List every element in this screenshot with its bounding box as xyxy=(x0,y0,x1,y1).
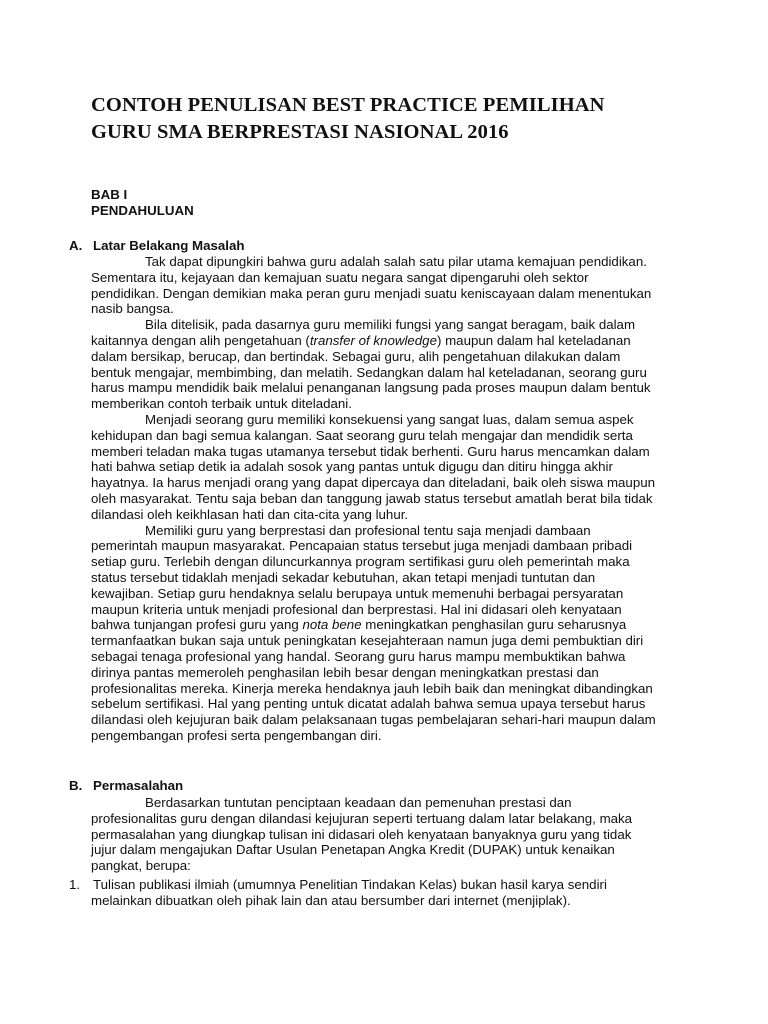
list-item-content xyxy=(91,877,701,909)
paragraph-line: dalam bersikap, berucap, dan bertindak. Sebagai guru, alih pengetahuan dilakukan dalam xyxy=(91,348,621,364)
paragraph-line: jujur dalam mengajukan Daftar Usulan Penetapan Angka Kredit (DUPAK) untuk kenaikan xyxy=(91,842,615,858)
paragraph-line: dilandasi oleh kejujuran baik dalam pelaksanaan tugas pembelajaran sehari-hari maupun dalam xyxy=(91,712,656,728)
paragraph-line: profesionalitas guru dengan dilandasi kejujuran seperti tertuang dalam latar belakang, maka xyxy=(91,810,633,826)
italic-term: transfer of knowledge xyxy=(309,332,437,348)
paragraph-line: pengembangan profesi serta pengembangan diri. xyxy=(91,727,382,743)
italic-term: nota bene xyxy=(302,617,362,633)
paragraph-line: status tersebut tidaklah menjadi sekadar kebutuhan, akan tetapi menjadi tuntutan dan xyxy=(91,569,596,585)
paragraph-line: memberikan contoh terbaik untuk diteladani. xyxy=(91,396,352,412)
paragraph-line: pangkat, berupa: xyxy=(91,858,191,874)
paragraph-line: Menjadi seorang guru memiliki konsekuensi yang sangat luas, dalam semua aspek xyxy=(145,411,634,427)
title-line-1: CONTOH PENULISAN BEST PRACTICE PEMILIHAN xyxy=(91,94,605,116)
text-segment: meningkatkan penghasilan guru seharusnya xyxy=(361,617,627,633)
section-a-title: Latar Belakang Masalah xyxy=(93,238,245,253)
text-segment: kaitannya dengan alih pengetahuan ( xyxy=(91,332,310,348)
section-b-letter: B. xyxy=(69,778,83,793)
chapter-title: PENDAHULUAN xyxy=(91,203,194,218)
paragraph-line: pendidikan. Dengan demikian maka peran guru menjadi suatu keniscayaan dalam menentukan xyxy=(91,285,652,301)
section-b-body xyxy=(91,795,691,874)
paragraph-line: kehidupan dan bagi semua kalangan. Saat seorang guru telah mengajar dan mendidik serta xyxy=(91,427,633,443)
section-a-body xyxy=(91,254,691,744)
text-segment: ) maupun dalam hal keteladanan xyxy=(436,332,631,348)
paragraph-line-with-italic xyxy=(91,333,691,349)
paragraph-line: nasib bangsa. xyxy=(91,301,174,317)
paragraph-line: memberi teladan maka tugas utamanya tersebut tidak berhenti. Guru harus mencamkan dalam xyxy=(91,443,650,459)
paragraph-line: Tak dapat dipungkiri bahwa guru adalah salah satu pilar utama kemajuan pendidikan. xyxy=(145,254,647,269)
paragraph-line: hati bahwa setiap detik ia adalah sosok yang pantas untuk digugu dan ditiru hingga akhir xyxy=(91,459,613,475)
paragraph-line: Memiliki guru yang berprestasi dan profesional tentu saja menjadi dambaan xyxy=(145,522,591,538)
paragraph-line: setiap guru. Terlebih dengan diluncurkannya program sertifikasi guru oleh pemerintah maka xyxy=(91,554,630,570)
paragraph-line: dilandasi oleh keikhlasan hati dan cita-cita yang luhur. xyxy=(91,506,409,522)
paragraph-line: maupun kriteria untuk menjadi profesional dan berprestasi. Hal ini didasari oleh kenyataan xyxy=(91,601,622,617)
paragraph-line: oleh masyarakat. Tentu saja beban dan tanggung jawab status tersebut amatlah berat bila tidak xyxy=(91,490,653,506)
text-segment: bahwa tunjangan profesi guru yang xyxy=(91,617,303,633)
paragraph-line: bentuk mengajar, membimbing, dan melatih. Sedangkan dalam hal keteladanan, seorang guru xyxy=(91,364,647,380)
paragraph-line: termanfaatkan bukan saja untuk peningkatan kesejahteraan namun juga demi pembuktian diri xyxy=(91,633,644,649)
title-line-2: GURU SMA BERPRESTASI NASIONAL 2016 xyxy=(91,121,509,143)
paragraph-line: pemerintah maupun masyarakat. Pencapaian status tersebut juga menjadi dambaan pribadi xyxy=(91,538,633,554)
section-a-letter: A. xyxy=(69,238,83,253)
list-item-number: 1. xyxy=(69,877,81,892)
paragraph-line: hayatnya. Ia harus menjadi orang yang dapat dipercaya dan diteladani, baik oleh siswa maupun xyxy=(91,475,656,491)
paragraph-line: kewajiban. Setiap guru hendaknya selalu berupaya untuk memenuhi berbagai persyaratan xyxy=(91,585,624,601)
section-b-title: Permasalahan xyxy=(93,778,184,793)
document-title xyxy=(91,92,691,146)
chapter-number: BAB I xyxy=(91,187,128,202)
paragraph-line: Berdasarkan tuntutan penciptaan keadaan dan pemenuhan prestasi dan xyxy=(145,795,572,810)
paragraph-line: sebagai tenaga profesional yang handal. Seorang guru harus mampu membuktikan bahwa xyxy=(91,648,626,664)
list-item-line: Tulisan publikasi ilmiah (umumnya Penelitian Tindakan Kelas) bukan hasil karya sendiri xyxy=(93,877,607,892)
paragraph-line-with-italic xyxy=(91,617,691,633)
paragraph-line: Sementara itu, kejayaan dan kemajuan suatu negara sangat dipengaruhi oleh sektor xyxy=(91,269,589,285)
paragraph-line: sebelum sertifikasi. Hal yang penting untuk dicatat adalah bahwa semua upaya tersebut harus xyxy=(91,696,646,712)
paragraph-line: harus mampu mendidik baik melalui penanganan langsung pada proses maupun dalam bentuk xyxy=(91,380,651,396)
paragraph-line: permasalahan yang diungkap tulisan ini didasari oleh kenyataan banyaknya guru yang tidak xyxy=(91,826,632,842)
paragraph-line: dirinya pantas memeroleh penghasilan lebih besar dengan meningkatkan prestasi dan xyxy=(91,664,599,680)
chapter-heading xyxy=(91,187,194,219)
list-item-line: melainkan dibuatkan oleh pihak lain dan atau bersumber dari internet (menjiplak). xyxy=(91,892,571,908)
paragraph-line: Bila ditelisik, pada dasarnya guru memiliki fungsi yang sangat beragam, baik dalam xyxy=(145,317,636,333)
paragraph-line: profesionalitas mereka. Kinerja mereka hendaknya jauh lebih baik dan meningkat dibandingkan xyxy=(91,680,653,696)
